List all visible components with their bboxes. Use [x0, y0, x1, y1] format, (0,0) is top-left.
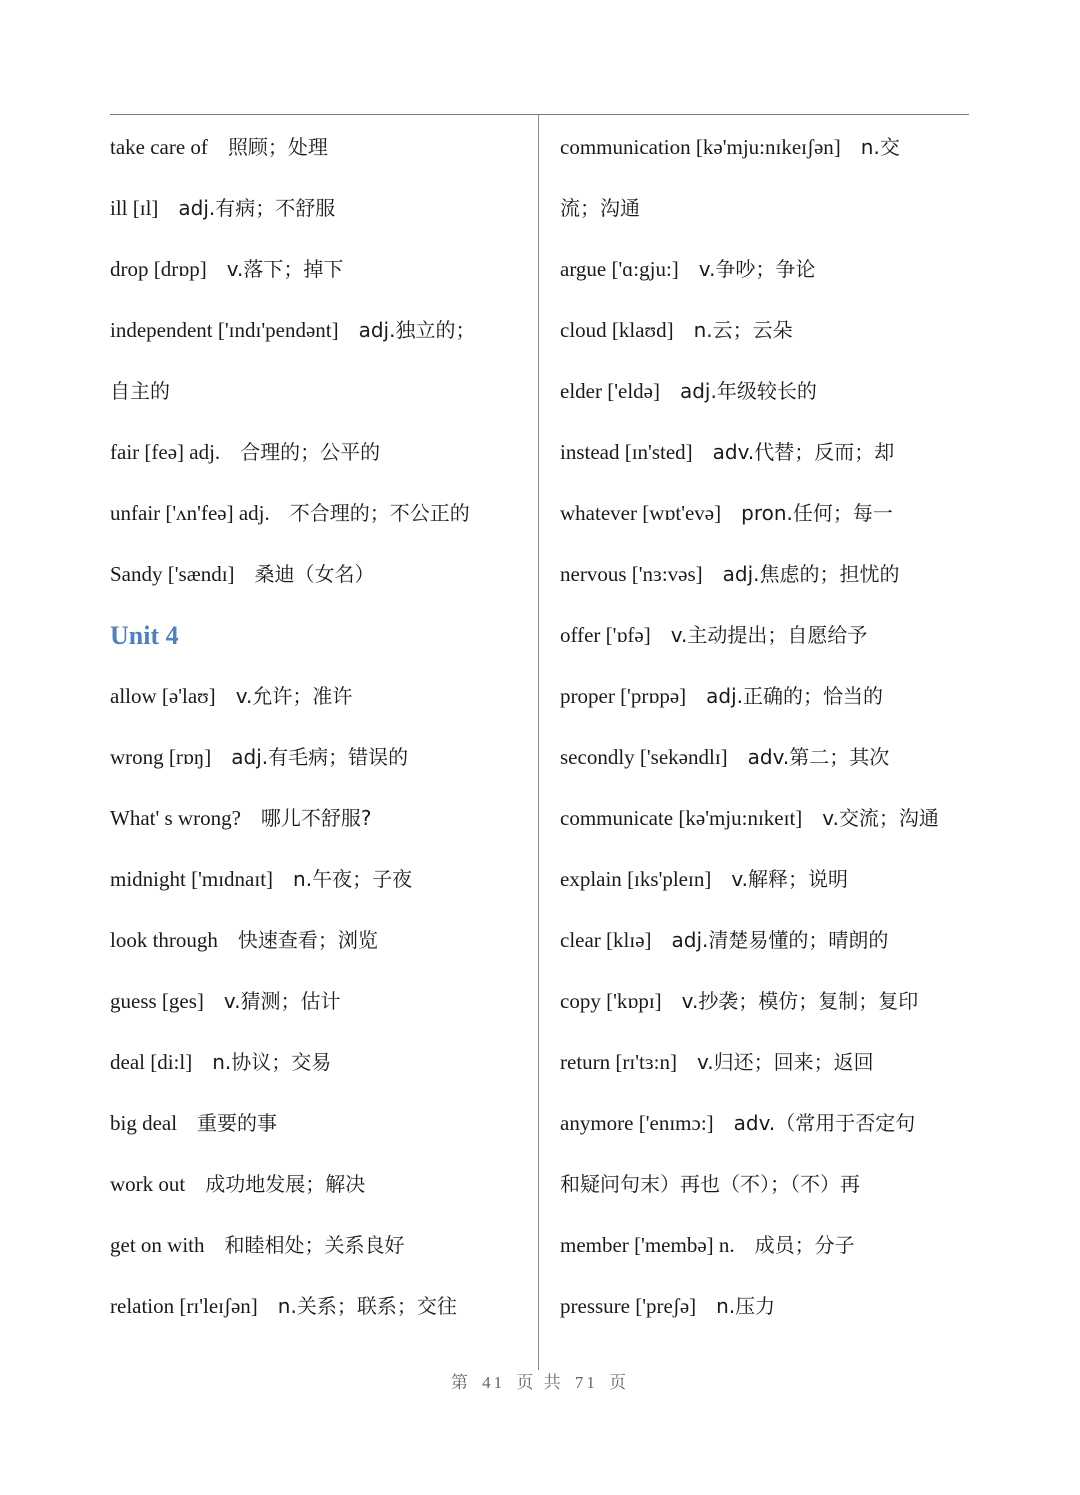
vocab-word: argue: [560, 257, 607, 281]
vocab-phonetic: [ə'laʊ]: [161, 684, 216, 708]
vocab-phonetic: ['ɑ:gju:]: [611, 257, 679, 281]
vocab-definition: n.云；云朵: [693, 318, 793, 342]
vocab-definition: v.落下；掉下: [226, 257, 344, 281]
vocab-entry: [560, 666, 980, 727]
vocab-word: anymore: [560, 1111, 634, 1135]
vocab-word: proper: [560, 684, 615, 708]
vocab-definition: adj.正确的；恰当的: [706, 684, 884, 708]
vocab-phonetic: [klɪə]: [606, 928, 652, 952]
vocab-phonetic: ['eldə]: [607, 379, 660, 403]
vocab-entry: [560, 483, 980, 544]
vocab-phonetic: ['sændɪ]: [167, 562, 235, 586]
vocab-entry: [110, 1215, 530, 1276]
vocab-word: independent: [110, 318, 213, 342]
vocab-word: whatever: [560, 501, 637, 525]
vocab-entry: [110, 178, 530, 239]
vocab-entry: [560, 361, 980, 422]
column-divider: [538, 115, 539, 1370]
vocab-definition: n.午夜；子夜: [293, 867, 413, 891]
vocab-word: take care of: [110, 135, 208, 159]
footer-middle: 页 共: [516, 1373, 564, 1392]
vocab-entry: [110, 1154, 530, 1215]
vocab-definition: n.协议；交易: [212, 1050, 332, 1074]
vocab-word: pressure: [560, 1294, 630, 1318]
left-column: [110, 117, 530, 1337]
vocab-entry: [560, 1215, 980, 1276]
vocab-entry: [110, 788, 530, 849]
vocab-word: cloud: [560, 318, 607, 342]
vocab-word: relation: [110, 1294, 175, 1318]
vocab-entry: [560, 1093, 980, 1154]
vocab-entry: [110, 1276, 530, 1337]
vocab-phonetic: ['mɪdnaɪt]: [191, 867, 274, 891]
vocab-word: offer: [560, 623, 601, 647]
vocab-entry: [560, 239, 980, 300]
vocab-word: midnight: [110, 867, 186, 891]
vocab-phonetic: [feə] adj.: [144, 440, 221, 464]
vocab-definition: adj.焦虑的；担忧的: [722, 562, 900, 586]
vocab-definition: adv.代替；反而；却: [712, 440, 895, 464]
vocab-word: clear: [560, 928, 601, 952]
vocab-definition: 合理的；公平的: [240, 440, 381, 464]
vocab-phonetic: ['ɒfə]: [605, 623, 651, 647]
vocab-word: return: [560, 1050, 611, 1074]
footer-prefix: 第: [450, 1373, 471, 1392]
vocab-word: wrong: [110, 745, 164, 769]
vocab-entry: [110, 849, 530, 910]
vocab-word: member: [560, 1233, 629, 1257]
vocab-entry: [110, 300, 530, 361]
vocab-word: unfair: [110, 501, 161, 525]
vocab-entry-continuation: [110, 361, 530, 422]
vocab-entry: [560, 849, 980, 910]
vocab-word: get on with: [110, 1233, 205, 1257]
vocab-phonetic: [kə'mju:nɪkeɪt]: [678, 806, 803, 830]
vocab-definition: v.主动提出；自愿给予: [670, 623, 868, 647]
vocab-entry-continuation: [560, 1154, 980, 1215]
vocab-phonetic: [rɪ'leɪʃən]: [179, 1294, 258, 1318]
footer-suffix: 页: [609, 1373, 630, 1392]
vocab-phonetic: [di:l]: [150, 1050, 193, 1074]
vocab-phonetic: [kə'mju:nɪkeɪʃən]: [695, 135, 841, 159]
vocab-entry: [560, 605, 980, 666]
vocab-definition: adv.第二；其次: [747, 745, 890, 769]
vocab-word: fair: [110, 440, 140, 464]
vocab-definition: 不合理的；不公正的: [289, 501, 470, 525]
vocab-definition: 快速查看；浏览: [237, 928, 378, 952]
vocab-word: Sandy: [110, 562, 163, 586]
vocab-word: allow: [110, 684, 157, 708]
vocab-word: nervous: [560, 562, 627, 586]
vocab-phonetic: [ɪl]: [132, 196, 159, 220]
vocab-word: communicate: [560, 806, 674, 830]
vocab-word: deal: [110, 1050, 145, 1074]
vocab-entry: [110, 971, 530, 1032]
vocab-definition: 自主的: [110, 379, 170, 403]
vocab-phonetic: ['sekəndlɪ]: [639, 745, 728, 769]
vocab-word: What' s wrong?: [110, 806, 241, 830]
vocab-phonetic: [rɒŋ]: [168, 745, 212, 769]
header-rule: [110, 114, 969, 115]
vocab-definition: adj.有病；不舒服: [178, 196, 336, 220]
vocab-definition: 成功地发展；解决: [205, 1172, 366, 1196]
vocab-definition: v.交流；沟通: [822, 806, 939, 830]
vocab-entry: [110, 666, 530, 727]
vocab-definition: adj.清楚易懂的；晴朗的: [671, 928, 889, 952]
vocab-entry: [110, 117, 530, 178]
current-page-number: 41: [482, 1373, 506, 1392]
vocab-entry: [110, 239, 530, 300]
vocab-entry: [560, 1276, 980, 1337]
vocab-word: instead: [560, 440, 620, 464]
vocab-definition: 哪儿不舒服?: [260, 806, 372, 830]
vocab-phonetic: ['enɪmɔ:]: [638, 1111, 714, 1135]
vocab-entry: [560, 544, 980, 605]
vocab-definition: 重要的事: [197, 1111, 278, 1135]
vocab-word: elder: [560, 379, 602, 403]
unit-heading: Unit 4: [110, 621, 179, 650]
vocab-phonetic: ['preʃə]: [635, 1294, 697, 1318]
vocab-entry: [110, 544, 530, 605]
right-column: [560, 117, 980, 1337]
vocab-definition: 流；沟通: [560, 196, 640, 220]
vocab-entry: [560, 910, 980, 971]
vocab-entry: [560, 422, 980, 483]
vocab-entry: [110, 727, 530, 788]
vocab-entry: [110, 910, 530, 971]
vocab-word: look through: [110, 928, 218, 952]
vocab-definition: v.抄袭；模仿；复制；复印: [681, 989, 919, 1013]
vocab-definition: v.争吵；争论: [698, 257, 816, 281]
vocab-phonetic: ['ɪndɪ'pendənt]: [217, 318, 339, 342]
vocab-word: communication: [560, 135, 691, 159]
vocab-phonetic: ['membə] n.: [634, 1233, 735, 1257]
total-pages-number: 71: [574, 1373, 598, 1392]
vocab-definition: n.关系；联系；交往: [277, 1294, 457, 1318]
vocab-phonetic: ['kɒpɪ]: [606, 989, 662, 1013]
vocab-definition: v.允许；准许: [235, 684, 353, 708]
vocab-entry: [110, 483, 530, 544]
vocab-entry: [560, 971, 980, 1032]
vocab-definition: v.解释；说明: [731, 867, 848, 891]
vocab-entry: [560, 1032, 980, 1093]
vocab-definition: adj.有毛病；错误的: [231, 745, 409, 769]
vocab-definition: 和疑问句末）再也（不）；（不）再: [560, 1172, 860, 1196]
vocab-definition: v.归还；回来；返回: [697, 1050, 874, 1074]
vocab-word: explain: [560, 867, 622, 891]
vocab-word: secondly: [560, 745, 635, 769]
vocab-entry: [110, 422, 530, 483]
vocab-phonetic: ['ʌn'feə] adj.: [165, 501, 270, 525]
vocab-definition: 成员；分子: [754, 1233, 855, 1257]
vocab-word: guess: [110, 989, 157, 1013]
vocab-word: big deal: [110, 1111, 178, 1135]
vocab-definition: 和睦相处；关系良好: [224, 1233, 405, 1257]
vocab-definition: v.猜测；估计: [223, 989, 341, 1013]
page-footer: [0, 1368, 1080, 1393]
vocab-word: ill: [110, 196, 128, 220]
vocab-entry: [110, 1093, 530, 1154]
vocab-phonetic: [drɒp]: [153, 257, 207, 281]
vocab-definition: adj.独立的；: [358, 318, 476, 342]
vocab-definition: 照顾；处理: [227, 135, 328, 159]
vocab-phonetic: [wɒt'evə]: [642, 501, 722, 525]
vocab-entry: [560, 788, 980, 849]
vocab-word: work out: [110, 1172, 186, 1196]
vocab-entry: [560, 300, 980, 361]
vocab-definition: adv.（常用于否定句: [733, 1111, 916, 1135]
vocab-phonetic: [klaʊd]: [611, 318, 674, 342]
vocab-phonetic: ['prɒpə]: [620, 684, 687, 708]
vocab-phonetic: [ɪks'pleɪn]: [627, 867, 712, 891]
vocab-definition: n.压力: [716, 1294, 776, 1318]
vocab-entry-continuation: [560, 178, 980, 239]
vocab-definition: n.交: [860, 135, 900, 159]
vocab-definition: pron.任何；每一: [741, 501, 893, 525]
vocab-phonetic: [rɪ'tɜ:n]: [615, 1050, 677, 1074]
vocab-word: copy: [560, 989, 601, 1013]
vocab-entry: [560, 117, 980, 178]
vocab-definition: adj.年级较长的: [679, 379, 817, 403]
vocab-phonetic: [ɪn'sted]: [624, 440, 693, 464]
vocab-word: drop: [110, 257, 149, 281]
vocab-entry: [110, 1032, 530, 1093]
vocab-phonetic: [ges]: [161, 989, 204, 1013]
vocab-phonetic: ['nɜ:vəs]: [631, 562, 703, 586]
vocab-entry: [560, 727, 980, 788]
vocab-definition: 桑迪（女名）: [254, 562, 375, 586]
